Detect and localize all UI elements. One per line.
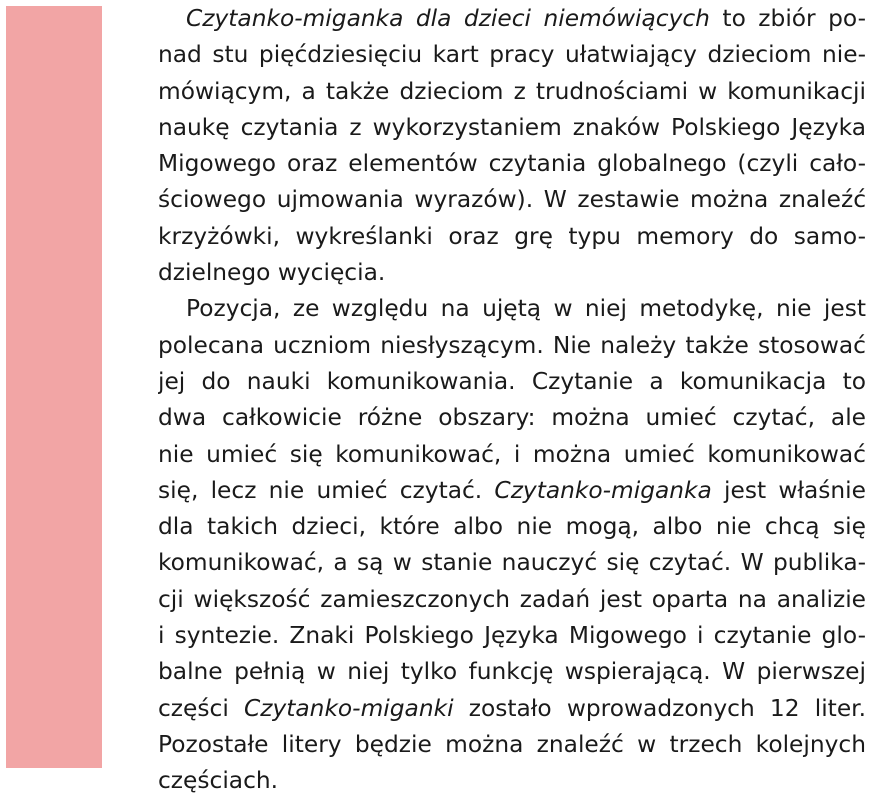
text-line [158, 328, 866, 364]
body-text [158, 0, 866, 800]
text-line [158, 509, 866, 545]
text-line [158, 291, 866, 327]
text-segment: częściach. [158, 767, 279, 795]
text-line [158, 654, 866, 690]
text-line [158, 182, 866, 218]
text-line [158, 255, 866, 291]
text-segment: balne pełnią w niej tylko funkcję wspierającą. W pierwszej [158, 658, 866, 686]
text-line [158, 473, 866, 509]
text-segment: części [158, 694, 244, 722]
text-line [158, 618, 866, 654]
text-segment: to zbiór po- [709, 5, 866, 32]
text-segment: polecana uczniom niesłyszącym. Nie należy także stosować [158, 331, 866, 359]
text-segment: ściowego ujmowania wyrazów). W zestawie można znaleźć [158, 186, 866, 214]
text-segment: cji większość zamieszczonych zadań jest oparta na analizie [158, 585, 866, 613]
text-segment: Pozostałe litery będzie można znaleźć w trzech kolejnych [158, 730, 866, 758]
text-segment: dzielnego wycięcia. [158, 259, 386, 287]
text-line [158, 437, 866, 473]
text-segment: nad stu pięćdziesięciu kart pracy ułatwiający dzieciom nie- [158, 41, 866, 69]
text-segment: się, lecz nie umieć czytać. [158, 476, 495, 504]
text-segment: komunikować, a są w stanie nauczyć się czytać. W publika- [158, 549, 866, 577]
italic-title: Czytanko-miganka dla dzieci niemówiących [186, 5, 710, 32]
text-segment: naukę czytania z wykorzystaniem znaków Polskiego Języka [158, 113, 866, 141]
text-line [158, 400, 866, 436]
text-line [158, 691, 866, 727]
text-segment: Migowego oraz elementów czytania globalnego (czyli cało- [158, 150, 866, 178]
text-segment: Pozycja, ze względu na ujętą w niej metodykę, nie jest [186, 295, 866, 323]
text-line [158, 219, 866, 255]
text-line [158, 582, 866, 618]
text-line [158, 146, 866, 182]
text-segment: nie umieć się komunikować, i można umieć komunikować [158, 440, 866, 468]
text-line [158, 110, 866, 146]
paragraph [158, 0, 866, 291]
decorative-side-bar [6, 6, 102, 768]
text-line [158, 727, 866, 763]
text-segment: dwa całkowicie różne obszary: można umieć czytać, ale [158, 404, 866, 432]
text-line [158, 37, 866, 73]
italic-title: Czytanko-miganki [243, 694, 454, 722]
text-line [158, 763, 866, 799]
italic-title: Czytanko-miganka [494, 476, 712, 504]
text-line [158, 364, 866, 400]
text-segment: dla takich dzieci, które albo nie mogą, albo nie chcą się [158, 513, 866, 541]
text-segment: jej do nauki komunikowania. Czytanie a komunikacja to [158, 367, 866, 395]
text-line [158, 74, 866, 110]
text-segment: mówiącym, a także dzieciom z trudnościami w komunikacji [158, 77, 866, 105]
paragraph [158, 291, 866, 799]
text-segment: krzyżówki, wykreślanki oraz grę typu memory do samo- [158, 222, 866, 250]
text-segment: i syntezie. Znaki Polskiego Języka Migowego i czytanie glo- [158, 622, 866, 650]
text-line [158, 1, 866, 37]
text-segment: jest właśnie [711, 476, 866, 504]
text-line [158, 545, 866, 581]
text-segment: zostało wprowadzonych 12 liter. [453, 694, 866, 722]
